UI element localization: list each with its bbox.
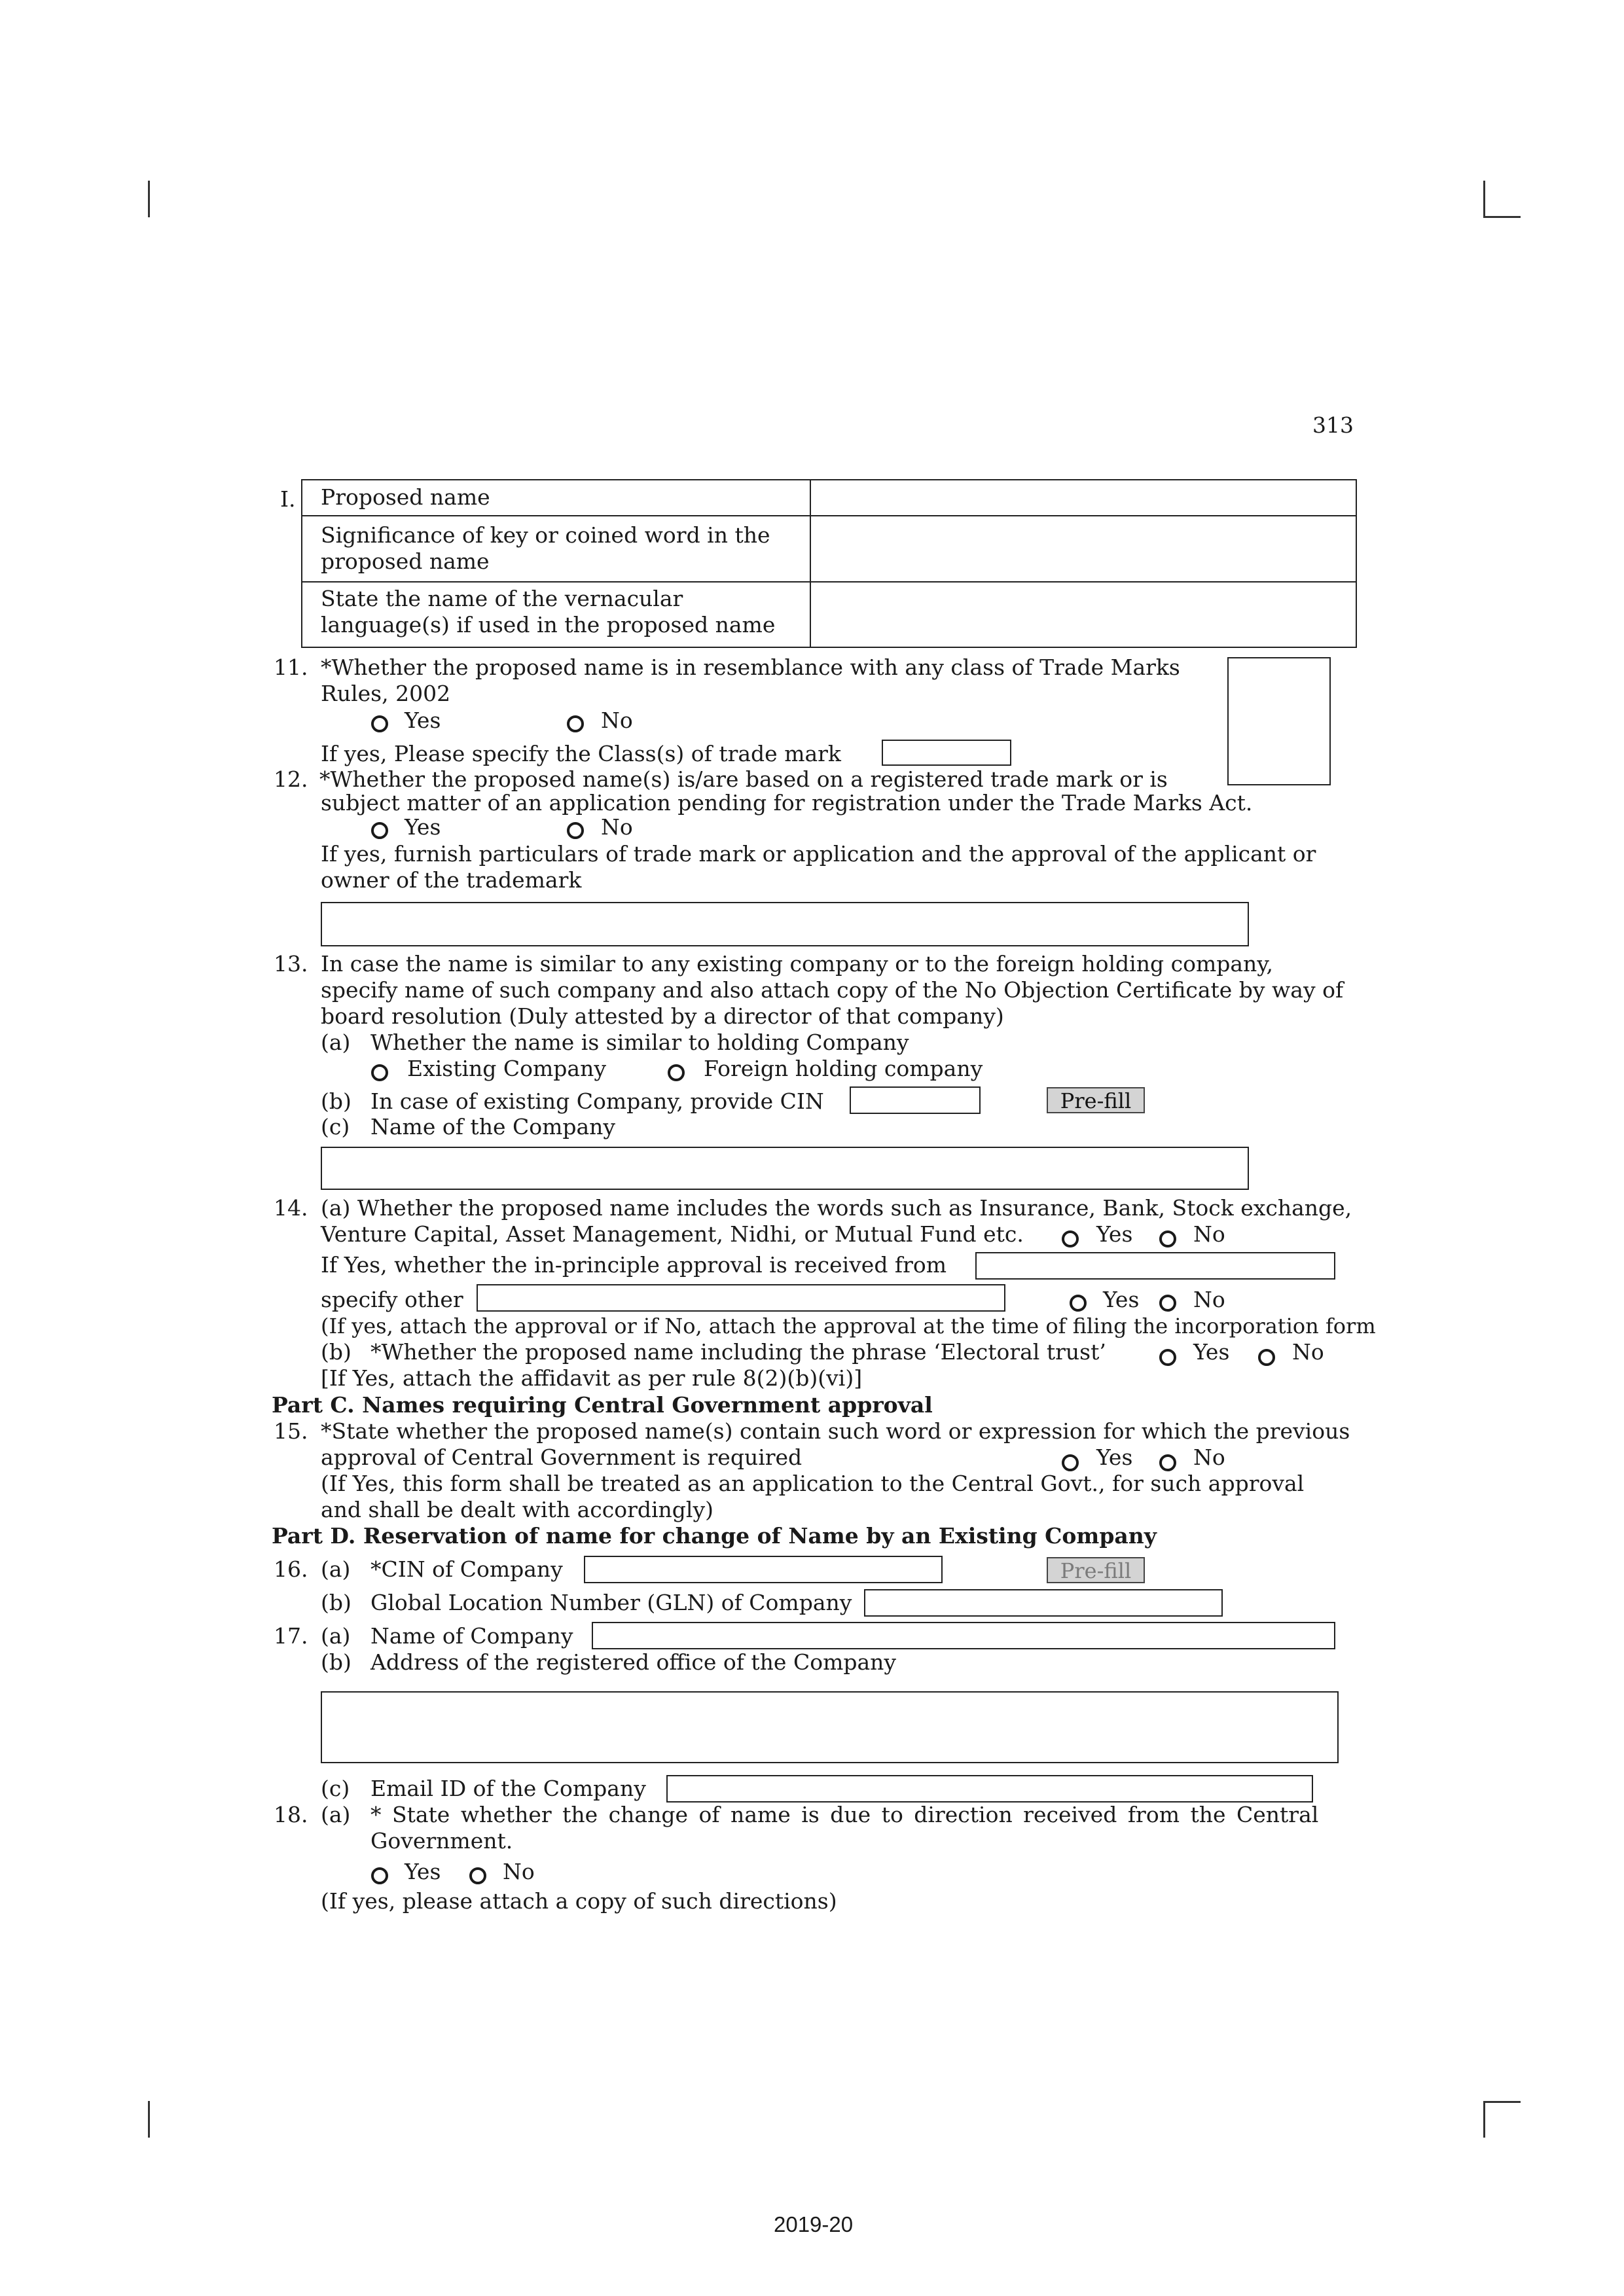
q15-text-2: approval of Central Government is required <box>321 1444 803 1470</box>
q12-no-radio[interactable] <box>567 822 584 839</box>
existing-company-label: Existing Company <box>407 1056 606 1081</box>
trademark-particulars-input[interactable] <box>321 902 1249 946</box>
crop-mark-bottom-right <box>1483 2101 1485 2138</box>
q13-a-label: (a) <box>321 1030 351 1055</box>
q18-note: (If yes, please attach a copy of such directions) <box>321 1888 837 1914</box>
q15-text-3: (If Yes, this form shall be treated as an application to the Central Govt., for such approval <box>321 1471 1305 1496</box>
crop-mark-bottom-right-h <box>1483 2101 1521 2103</box>
company-email-input[interactable] <box>666 1775 1313 1803</box>
q15-text-4: and shall be dealt with accordingly) <box>321 1497 713 1522</box>
company-cin-input[interactable] <box>584 1556 943 1583</box>
q15-no-radio[interactable] <box>1159 1454 1176 1471</box>
crop-mark-top-right <box>1483 181 1485 217</box>
q16-a-text: *CIN of Company <box>370 1556 563 1582</box>
table-row-significance-label-1: Significance of key or coined word in the <box>321 522 770 548</box>
q15-yes-radio[interactable] <box>1062 1454 1079 1471</box>
part-d-heading: Part D. Reservation of name for change of Name by an Existing Company <box>272 1523 1157 1549</box>
q12-yes-radio[interactable] <box>371 822 388 839</box>
q14-note: (If yes, attach the approval or if No, attach the approval at the time of filing the incorporation form <box>321 1314 1376 1338</box>
q18-no-radio[interactable] <box>469 1867 486 1884</box>
trade-mark-class-input[interactable] <box>882 740 1011 766</box>
q17-b-text: Address of the registered office of the Company <box>370 1649 897 1675</box>
footer-year: 2019-20 <box>774 2212 854 2236</box>
table-row-vernacular-label-1: State the name of the vernacular <box>321 586 683 611</box>
q13-number: 13. <box>274 951 308 977</box>
q12-no-label: No <box>601 814 633 840</box>
company-name-input[interactable] <box>592 1622 1335 1649</box>
q11-no-radio[interactable] <box>567 715 584 732</box>
q15-text-1: *State whether the proposed name(s) contain such word or expression for which the previous <box>321 1418 1350 1444</box>
q14-text-2: Venture Capital, Asset Management, Nidhi, or Mutual Fund etc. <box>321 1221 1024 1247</box>
q15-no-label: No <box>1193 1444 1225 1470</box>
existing-cin-input[interactable] <box>850 1086 981 1114</box>
q11-yes-label: Yes <box>405 708 441 733</box>
table-row-proposed-name-label: Proposed name <box>321 484 490 510</box>
q11-specify-label: If yes, Please specify the Class(s) of trade mark <box>321 741 841 766</box>
prefill-button-disabled[interactable]: Pre-fill <box>1047 1557 1145 1583</box>
foreign-holding-radio[interactable] <box>668 1064 685 1081</box>
q12-text-3: If yes, furnish particulars of trade mark or application and the approval of the applicant or <box>321 841 1316 867</box>
q14-number: 14. <box>274 1195 308 1221</box>
q14a-no-label: No <box>1193 1221 1225 1247</box>
q14a-no-radio[interactable] <box>1159 1230 1176 1247</box>
electoral-trust-yes-radio[interactable] <box>1159 1349 1176 1366</box>
trade-mark-class-box[interactable] <box>1227 657 1331 785</box>
electoral-trust-no-label: No <box>1292 1339 1324 1365</box>
q13-text-1: In case the name is similar to any existing company or to the foreign holding company, <box>321 951 1274 977</box>
q11-number: 11. <box>274 655 308 680</box>
q13-c-text: Name of the Company <box>370 1114 616 1139</box>
crop-mark-top-right-h <box>1483 216 1521 218</box>
q13-c-label: (c) <box>321 1114 350 1139</box>
q12-text-4: owner of the trademark <box>321 867 582 893</box>
q13-text-3: board resolution (Duly attested by a director of that company) <box>321 1003 1004 1029</box>
q13-b-text: In case of existing Company, provide CIN <box>370 1088 824 1114</box>
q15-number: 15. <box>274 1418 308 1444</box>
q14-b-text: *Whether the proposed name including the phrase ‘Electoral trust’ <box>370 1339 1106 1365</box>
q18-number: 18. <box>274 1802 308 1827</box>
q14-approval-no-radio[interactable] <box>1159 1295 1176 1312</box>
q12-text-1: *Whether the proposed name(s) is/are based on a registered trade mark or is <box>319 766 1168 792</box>
q18-text-2: Government. <box>370 1828 513 1854</box>
approval-authority-select[interactable] <box>975 1252 1335 1280</box>
q13-b-label: (b) <box>321 1088 352 1114</box>
q17-a-text: Name of Company <box>370 1623 573 1649</box>
q16-b-label: (b) <box>321 1590 352 1615</box>
q12-yes-label: Yes <box>405 814 441 840</box>
existing-company-radio[interactable] <box>371 1064 388 1081</box>
specify-other-input[interactable] <box>477 1284 1005 1312</box>
prefill-button[interactable]: Pre-fill <box>1047 1087 1145 1113</box>
q14-approval-no-label: No <box>1193 1287 1225 1312</box>
q11-yes-radio[interactable] <box>371 715 388 732</box>
q16-b-text: Global Location Number (GLN) of Company <box>370 1590 852 1615</box>
page-number: 313 <box>1312 412 1354 438</box>
proposed-name-field[interactable] <box>812 480 1356 515</box>
part-c-heading: Part C. Names requiring Central Government approval <box>272 1392 933 1418</box>
q18-yes-radio[interactable] <box>371 1867 388 1884</box>
q13-text-2: specify name of such company and also attach copy of the No Objection Certificate by way of <box>321 977 1344 1003</box>
q17-number: 17. <box>274 1623 308 1649</box>
q14-approval-yes-radio[interactable] <box>1070 1295 1087 1312</box>
electoral-trust-no-radio[interactable] <box>1258 1349 1275 1366</box>
crop-mark-bottom-left <box>148 2101 150 2138</box>
q17-c-text: Email ID of the Company <box>370 1776 646 1801</box>
gln-input[interactable] <box>864 1589 1223 1617</box>
section-i-label: I. <box>280 486 296 512</box>
q18-yes-label: Yes <box>405 1859 441 1884</box>
q16-number: 16. <box>274 1556 308 1582</box>
significance-field[interactable] <box>812 516 1356 581</box>
q12-text-2: subject matter of an application pending for registration under the Trade Marks Act. <box>321 790 1253 816</box>
table-divider-vertical <box>810 479 811 648</box>
q11-text-1: *Whether the proposed name is in resemblance with any class of Trade Marks <box>321 655 1180 680</box>
q14-approval-text: If Yes, whether the in-principle approval is received from <box>321 1252 947 1278</box>
table-row-significance-label-2: proposed name <box>321 548 490 574</box>
registered-office-address-input[interactable] <box>321 1691 1339 1763</box>
crop-mark-top-left <box>148 181 150 217</box>
q18-no-label: No <box>503 1859 535 1884</box>
q14-approval-yes-label: Yes <box>1103 1287 1140 1312</box>
q14a-yes-label: Yes <box>1096 1221 1133 1247</box>
q18-a-label: (a) <box>321 1802 351 1827</box>
electoral-trust-yes-label: Yes <box>1193 1339 1230 1365</box>
vernacular-field[interactable] <box>812 583 1356 647</box>
q16-a-label: (a) <box>321 1556 351 1582</box>
q14-affidavit-note: [If Yes, attach the affidavit as per rule 8(2)(b)(vi)] <box>321 1365 863 1391</box>
table-row-vernacular-label-2: language(s) if used in the proposed name <box>321 612 776 637</box>
q14-b-label: (b) <box>321 1339 352 1365</box>
q15-yes-label: Yes <box>1096 1444 1133 1470</box>
q14-text-1: (a) Whether the proposed name includes the words such as Insurance, Bank, Stock exchange, <box>321 1195 1352 1221</box>
q12-number: 12. <box>274 766 308 792</box>
q13-a-text: Whether the name is similar to holding Company <box>370 1030 909 1055</box>
q17-c-label: (c) <box>321 1776 350 1801</box>
q14a-yes-radio[interactable] <box>1062 1230 1079 1247</box>
q17-b-label: (b) <box>321 1649 352 1675</box>
similar-company-name-input[interactable] <box>321 1147 1249 1190</box>
q14-specify-other-label: specify other <box>321 1287 463 1312</box>
q11-text-2: Rules, 2002 <box>321 681 451 706</box>
foreign-holding-label: Foreign holding company <box>704 1056 983 1081</box>
q11-no-label: No <box>601 708 633 733</box>
q18-text-1: * State whether the change of name is due to direction received from the Central <box>370 1802 1319 1827</box>
q17-a-label: (a) <box>321 1623 351 1649</box>
